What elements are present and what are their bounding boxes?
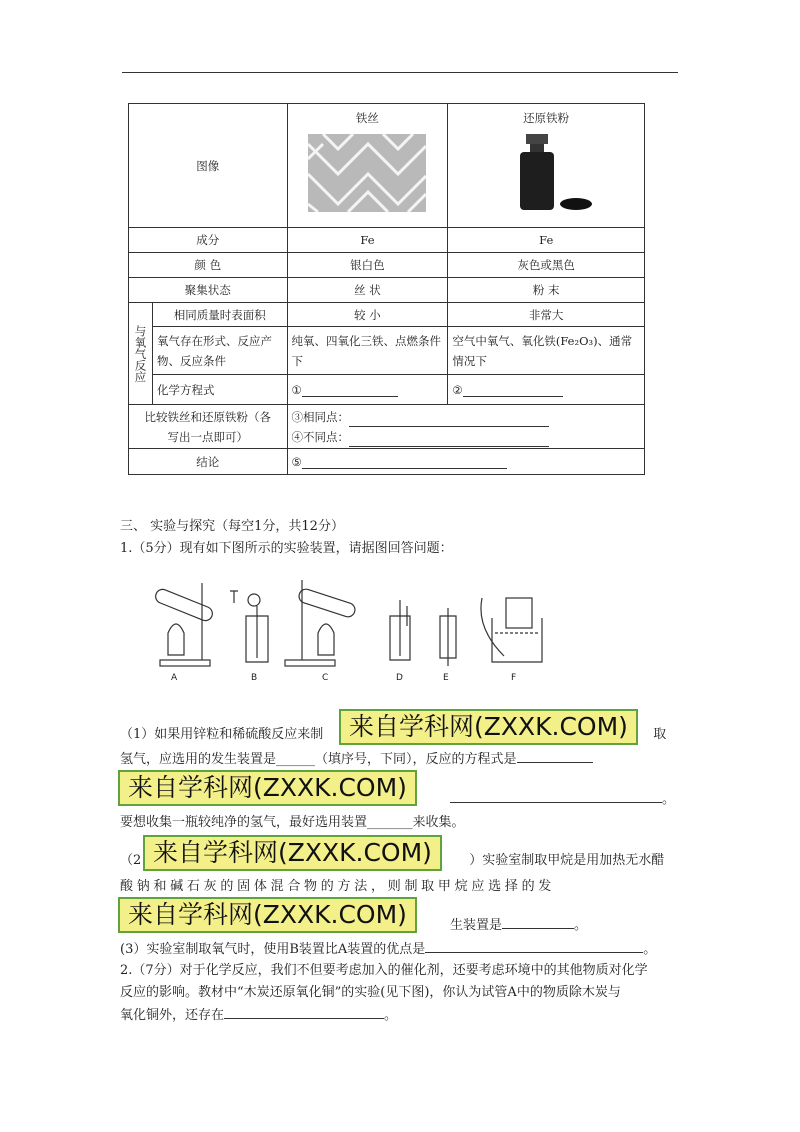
equation-powder-blank[interactable]: ② (452, 382, 463, 397)
iron-comparison-table (128, 103, 645, 475)
apparatus-label-b: B (251, 673, 258, 683)
q2-line2: 反应的影响。教材中“木炭还原氧化铜”的实验(见下图)，你认为试管A中的物质除木炭与 (120, 985, 621, 1000)
methane-apparatus-blank[interactable] (502, 914, 574, 929)
state-powder: 粉 末 (448, 278, 645, 303)
row-label-compare: 比较铁丝和还原铁粉（各写出一点即可） (129, 405, 288, 449)
apparatus-label-e: E (443, 673, 449, 683)
same-point-label[interactable]: ③相同点： (291, 409, 349, 424)
iron-powder-bottle-image (496, 132, 596, 212)
row-label-image: 图像 (129, 104, 288, 228)
conclusion-blank[interactable]: ⑤ (291, 454, 302, 469)
iron-wire-header: 铁丝 (355, 111, 379, 125)
q1-part1-collect: 要想收集一瓶较纯净的氢气，最好选用装置_______来收集。 (120, 815, 465, 830)
row-label-equation: 化学方程式 (152, 375, 287, 405)
q1-part2-text: ）实验室制取甲烷是用加热无水醋 (469, 853, 665, 868)
component-wire: Fe (287, 228, 448, 253)
section-3-title: 三、 实验与探究（每空1分，共12分） (120, 519, 344, 534)
q1-part3: (3）实验室制取氧气时，使用B装置比A装置的优点是 (120, 942, 426, 957)
watermark-3: 来自学科网(ZXXK.COM) (143, 835, 442, 871)
equation-answer-blank[interactable] (450, 788, 662, 803)
q1-part2-line2: 酸 钠 和 碱 石 灰 的 固 体 混 合 物 的 方 法 ， 则 制 取 甲 烷 应 选 择 的 发 (120, 879, 552, 894)
iron-wire-image (308, 134, 426, 212)
oxygen-powder: 空气中氧气、氧化铁(Fe₂O₃)、通常情况下 (448, 327, 645, 375)
state-wire: 丝 状 (287, 278, 448, 303)
equation-wire-blank[interactable]: ① (291, 382, 302, 397)
row-label-oxygen: 氧气存在形式、反应产物、反应条件 (152, 327, 287, 375)
color-wire: 银白色 (287, 253, 448, 278)
row-label-color: 颜 色 (129, 253, 288, 278)
q2-line3: 氧化铜外，还存在 (120, 1008, 225, 1023)
watermark-4: 来自学科网(ZXXK.COM) (118, 897, 417, 933)
header-rule (122, 72, 678, 73)
watermark-1: 来自学科网(ZXXK.COM) (339, 709, 638, 745)
advantage-blank[interactable] (425, 938, 643, 953)
q1-part1-lead: （1）如果用锌粒和稀硫酸反应来制 (120, 727, 324, 742)
iron-powder-header: 还原铁粉 (523, 111, 570, 125)
apparatus-diagram (150, 578, 550, 678)
substance-blank[interactable] (224, 1004, 384, 1019)
oxygen-group-label: 与氧气反应 (129, 303, 153, 405)
color-powder: 灰色或黑色 (448, 253, 645, 278)
component-powder: Fe (448, 228, 645, 253)
q2-line1: 2.（7分）对于化学反应，我们不但要考虑加入的催化剂，还要考虑环境中的其他物质对化学 (120, 963, 648, 978)
question-1-intro: 1.（5分）现有如下图所示的实验装置，请据图回答问题： (120, 541, 453, 556)
row-label-conclusion: 结论 (129, 449, 288, 475)
row-label-component: 成分 (129, 228, 288, 253)
surface-powder: 非常大 (448, 303, 645, 327)
q1-part1-line2: 氢气，应选用的发生装置是______（填序号，下同），反应的方程式是 (120, 752, 517, 767)
row-label-surface: 相同质量时表面积 (152, 303, 287, 327)
watermark-2: 来自学科网(ZXXK.COM) (118, 770, 417, 806)
oxygen-wire: 纯氧、四氧化三铁、点燃条件下 (287, 327, 448, 375)
apparatus-label-a: A (171, 673, 178, 683)
surface-wire: 较 小 (287, 303, 448, 327)
apparatus-label-c: C (322, 673, 329, 683)
row-label-state: 聚集状态 (129, 278, 288, 303)
q1-part2-line3: 生装置是 (450, 918, 503, 933)
apparatus-label-f: F (511, 673, 517, 683)
different-point-label[interactable]: ④不同点： (291, 429, 349, 444)
apparatus-label-d: D (396, 673, 403, 683)
